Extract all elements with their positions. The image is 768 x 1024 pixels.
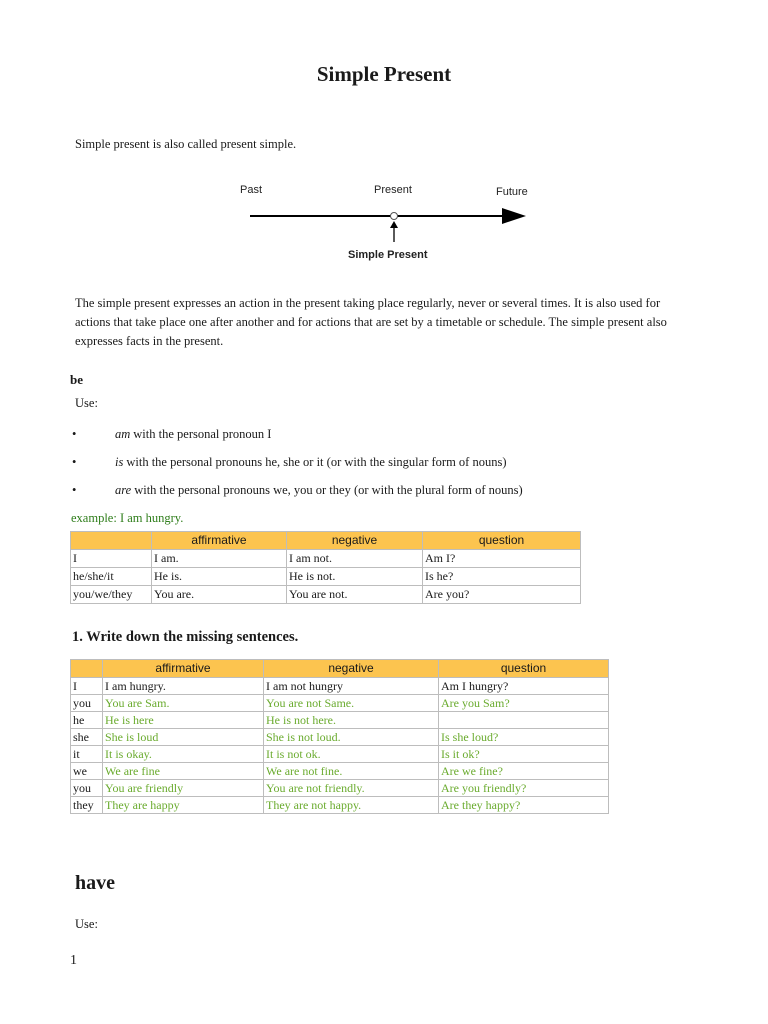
intro-text: Simple present is also called present simple. bbox=[75, 137, 297, 151]
use-label: Use: bbox=[75, 917, 98, 931]
bullet-text: with the personal pronouns he, she or it (or with the singular form of nouns) bbox=[126, 455, 507, 469]
table-cell: He is not. bbox=[287, 568, 423, 586]
use-label: Use: bbox=[75, 396, 98, 410]
table-header-cell: question bbox=[423, 532, 581, 550]
page-number: 1 bbox=[70, 953, 77, 968]
example-text: example: I am hungry. bbox=[71, 511, 184, 525]
table-cell: You are not. bbox=[287, 586, 423, 604]
answer-cell: You are Sam. bbox=[103, 695, 264, 712]
answer-cell: She is loud bbox=[103, 729, 264, 746]
timeline-arrowhead bbox=[502, 208, 526, 224]
table-row bbox=[71, 678, 609, 695]
bullet-keyword: is bbox=[115, 455, 124, 469]
table-cell: I am not. bbox=[287, 550, 423, 568]
table-cell: we bbox=[71, 763, 103, 780]
bullet-keyword: am bbox=[115, 427, 131, 441]
table-cell: Is he? bbox=[423, 568, 581, 586]
table-cell: they bbox=[71, 797, 103, 814]
bullet-icon: • bbox=[72, 483, 77, 497]
answer-cell: Are we fine? bbox=[439, 763, 609, 780]
answer-cell bbox=[439, 712, 609, 729]
table-row bbox=[71, 797, 609, 814]
table-header-cell: negative bbox=[264, 660, 439, 678]
page-title: Simple Present bbox=[316, 62, 452, 86]
timeline-present-point bbox=[391, 213, 398, 220]
answer-cell: You are not friendly. bbox=[264, 780, 439, 797]
table-cell: he bbox=[71, 712, 103, 729]
table-header-cell bbox=[71, 660, 103, 678]
answer-cell: They are happy bbox=[103, 797, 264, 814]
answer-cell: You are not Same. bbox=[264, 695, 439, 712]
table-header-cell: affirmative bbox=[103, 660, 264, 678]
table-header-row bbox=[71, 532, 581, 550]
bullet-icon: • bbox=[72, 455, 77, 469]
answer-cell: They are not happy. bbox=[264, 797, 439, 814]
table-row bbox=[71, 586, 581, 604]
table-header-cell: question bbox=[439, 660, 609, 678]
bullet-text: with the personal pronouns we, you or they (or with the plural form of nouns) bbox=[134, 483, 523, 497]
table-cell: Are you? bbox=[423, 586, 581, 604]
answer-cell: Are you Sam? bbox=[439, 695, 609, 712]
table-header-row bbox=[71, 660, 609, 678]
answer-cell: Are you friendly? bbox=[439, 780, 609, 797]
answer-cell: It is okay. bbox=[103, 746, 264, 763]
answer-cell: Are they happy? bbox=[439, 797, 609, 814]
section-heading-be: be bbox=[70, 372, 83, 387]
table-cell: I bbox=[71, 550, 152, 568]
table-cell: I am hungry. bbox=[103, 678, 264, 695]
table-cell: He is. bbox=[152, 568, 287, 586]
timeline-diagram bbox=[230, 178, 540, 273]
table-cell: she bbox=[71, 729, 103, 746]
table-cell: it bbox=[71, 746, 103, 763]
timeline-pointer-head bbox=[390, 221, 398, 228]
table-header-cell: affirmative bbox=[152, 532, 287, 550]
table-row bbox=[71, 568, 581, 586]
timeline-future-label: Future bbox=[496, 186, 528, 198]
answer-cell: She is not loud. bbox=[264, 729, 439, 746]
exercise-table bbox=[70, 659, 609, 814]
answer-cell: You are friendly bbox=[103, 780, 264, 797]
bullet-keyword: are bbox=[115, 483, 132, 497]
table-header-cell: negative bbox=[287, 532, 423, 550]
answer-cell: We are fine bbox=[103, 763, 264, 780]
bullet-icon: • bbox=[72, 427, 77, 441]
answer-cell: Is she loud? bbox=[439, 729, 609, 746]
table-row bbox=[71, 695, 609, 712]
table-cell: Am I? bbox=[423, 550, 581, 568]
table-row bbox=[71, 729, 609, 746]
answer-cell: We are not fine. bbox=[264, 763, 439, 780]
be-conjugation-table bbox=[70, 531, 581, 604]
bullet-text: with the personal pronoun I bbox=[133, 427, 272, 441]
table-cell: You are. bbox=[152, 586, 287, 604]
table-cell: you bbox=[71, 695, 103, 712]
answer-cell: It is not ok. bbox=[264, 746, 439, 763]
table-cell: you/we/they bbox=[71, 586, 152, 604]
answer-cell: He is not here. bbox=[264, 712, 439, 729]
table-row bbox=[71, 712, 609, 729]
answer-cell: He is here bbox=[103, 712, 264, 729]
table-row bbox=[71, 780, 609, 797]
timeline-present-label: Present bbox=[374, 184, 412, 196]
table-cell: I am. bbox=[152, 550, 287, 568]
table-cell: he/she/it bbox=[71, 568, 152, 586]
section-heading-have: have bbox=[75, 872, 115, 894]
table-cell: you bbox=[71, 780, 103, 797]
exercise-heading: 1. Write down the missing sentences. bbox=[72, 629, 299, 645]
table-cell: I bbox=[71, 678, 103, 695]
table-row bbox=[71, 550, 581, 568]
table-row bbox=[71, 746, 609, 763]
answer-cell: Is it ok? bbox=[439, 746, 609, 763]
table-cell: Am I hungry? bbox=[439, 678, 609, 695]
table-cell: I am not hungry bbox=[264, 678, 439, 695]
timeline-past-label: Past bbox=[240, 184, 263, 196]
table-header-cell bbox=[71, 532, 152, 550]
timeline-caption: Simple Present bbox=[348, 249, 428, 261]
table-row bbox=[71, 763, 609, 780]
description-paragraph: The simple present expresses an action in the present taking place regularly, never or several times. It is also used for actions that take place one after another and for actions that are set by a timetable or schedule. The simple present also expresses facts in the present. bbox=[75, 296, 667, 348]
